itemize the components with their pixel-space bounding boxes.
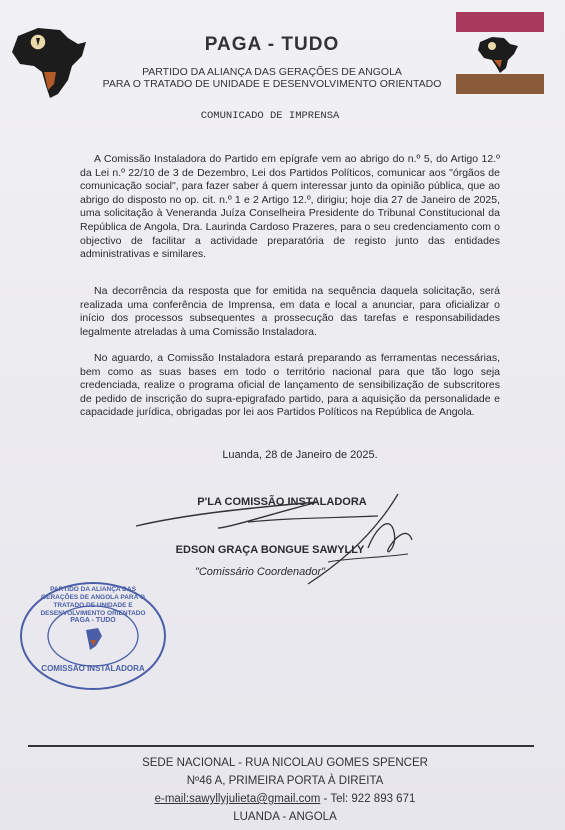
stamp-inner-text: PAGA - TUDO (70, 617, 116, 624)
signatory-name: EDSON GRAÇA BONGUE SAWYLLY (175, 544, 365, 556)
stamp-bottom-text: COMISSÃO INSTALADORA (41, 664, 145, 673)
party-logo-right (456, 12, 544, 96)
paragraph-1 (80, 153, 500, 262)
phone-text: - Tel: 922 893 671 (320, 793, 416, 805)
paragraph-3-text: No aguardo, a Comissão Instaladora estará preparando as ferramentas necessárias, bem como as suas bases em todo o território nacional para que tão logo seja credenciada, realize o programa oficial de lançamento de sensibilização de subscritores de pedido de inscrição do supra-epigrafado partido, para a aquisição da personalidade e capacidade jurídica, obrigadas por lei aos Partidos Políticos na República de Angola. (80, 352, 500, 419)
email-link[interactable]: e-mail:sawyllyjulieta@gmail.com (154, 793, 321, 805)
official-stamp (18, 580, 168, 692)
accent-bar-bottom (456, 74, 544, 94)
footer-city: LUANDA - ANGOLA (233, 811, 337, 823)
africa-map-icon (8, 22, 92, 102)
footer-contact (60, 793, 510, 805)
paragraph-1-text: A Comissão Instaladora do Partido em epígrafe vem ao abrigo do n.º 5, do Artigo 12.º da Lei n.º 22/10 de 3 de Dezembro, Lei dos Partidos Políticos, comunicar aos "órgãos de comunicação social", para fazer saber á quem interessar junto da opinião pública, que ao abrigo do disposto no op. cit. n.º 1 e 2 Artigo 12.º, dirigiu; hoje dia 27 de Janeiro de 2025, uma solicitação à Veneranda Juíza Conselheira Presidente do Tribunal Constitucional da República de Angola, Dra. Laurinda Cardoso Prazeres, para o seu credenciamento com o objectivo de facilitar a actividade preparatória de registo junto das entidades administrativas e similares. (80, 153, 500, 261)
africa-map-small-icon (476, 34, 522, 74)
footer-address-line2: Nº46 A, PRIMEIRA PORTA À DIREITA (186, 775, 384, 787)
on-behalf-label: P'LA COMISSÃO INSTALADORA (197, 496, 367, 508)
document-heading: COMUNICADO DE IMPRENSA (200, 110, 340, 122)
paragraph-3 (80, 352, 500, 420)
accent-bar-top (456, 12, 544, 32)
party-title: PAGA - TUDO (204, 34, 340, 55)
party-subtitle-line2: PARA O TRATADO DE UNIDADE E DESENVOLVIMENTO ORIENTADO (102, 78, 442, 90)
paragraph-2 (80, 285, 500, 339)
stamp-outer-text: PARTIDO DA ALIANÇA DAS GERAÇÕES DE ANGOLA PARA O TRATADO DE UNIDADE E DESENVOLVIMENTO ORIENTADO (40, 586, 146, 617)
signatory-role: "Comissário Coordenador" (194, 566, 326, 578)
footer-divider (28, 745, 534, 747)
party-subtitle-line1: PARTIDO DA ALIANÇA DAS GERAÇÕES DE ANGOLA (142, 66, 402, 78)
footer-address-line1: SEDE NACIONAL - RUA NICOLAU GOMES SPENCER (142, 757, 428, 769)
document-date: Luanda, 28 de Janeiro de 2025. (222, 449, 378, 461)
party-logo-left (8, 22, 92, 102)
paragraph-2-text: Na decorrência da resposta que for emitida na sequência daquela solicitação, será realizada uma conferência de Imprensa, em data e local a anunciar, para oficializar o início dos processos subsequentes a prossecução das tarefas e responsabilidades legalmente atreladas à uma Comissão Instaladora. (80, 285, 500, 338)
